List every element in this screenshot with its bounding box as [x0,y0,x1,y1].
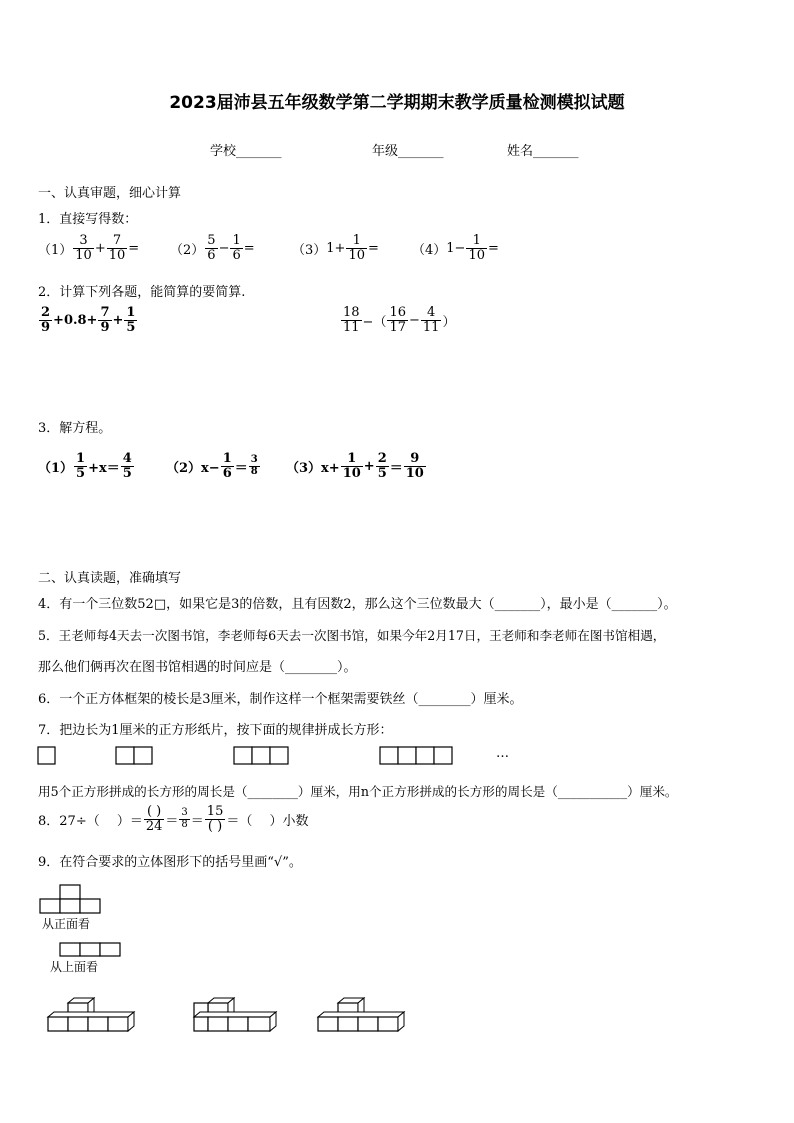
fraction: $\frac{9}{10}$ [405,451,424,481]
equals: = [488,240,499,256]
q1-item-1 [38,234,139,262]
fraction: $\frac{4}{5}$ [122,451,132,481]
pattern-4-squares [380,747,452,764]
q5-text-line1: 5．王老师每4天去一次图书馆，李老师每6天去一次图书馆，如果今年2月17日，王老师和李老师在图书馆相遇， [38,628,666,643]
index: （1） [38,460,74,476]
q1-item-2 [170,234,255,262]
fraction: $\frac{4}{11}$ [422,305,440,335]
top-view-squares [60,943,120,956]
q3-equation-3 [286,452,427,480]
fraction: $\frac{18}{11}$ [343,305,360,335]
fraction: $\frac{2}{9}$ [41,305,51,335]
fraction: $\frac{1}{10}$ [468,233,485,263]
fraction: $\frac{7}{9}$ [100,305,110,335]
pattern-3-squares [234,747,288,764]
paren: ） [442,314,456,330]
q1-item-3-index: （3） [292,242,327,258]
top-view-label: 从上面看 [50,960,99,974]
school-field[interactable]: 学校_______ [210,144,282,159]
fraction: $\frac{1}{5}$ [76,451,86,481]
fraction: $\frac{15}{( )}$ [206,804,224,834]
index: （3）x+ [286,460,340,476]
q7-ellipsis: … [496,746,509,761]
q4-text: 4．有一个三位数52□，如果它是3的倍数，且有因数2，那么这个三位数最大（_______），最小是（_______）。 [38,597,677,612]
front-view-label: 从正面看 [42,917,91,931]
fraction: $\frac{( )}{24}$ [145,804,163,834]
q6-text: 6．一个正方体框架的棱长是3厘米，制作这样一个框架需要铁丝（________）厘米。 [38,692,523,707]
pattern-1-squares [38,747,55,764]
q2-label: 2．计算下列各题，能简算的要简算. [38,285,246,300]
q9-views-figure [36,883,146,975]
q8-lead: 8．27÷（ ）＝ [38,813,143,829]
fraction: $\frac{2}{5}$ [377,451,387,481]
q1-item-1-index: （1） [38,242,73,258]
equals: = [368,240,379,256]
q7-label: 7．把边长为1厘米的正方形纸片，按下面的规律拼成长方形： [38,723,393,738]
q1-item-3 [292,234,379,262]
solid-figure-1 [48,998,134,1031]
operator: +x＝ [88,460,120,476]
q7-square-pattern [36,745,516,767]
fraction: $\frac{1}{5}$ [126,305,136,335]
operator: + [94,240,106,256]
name-field[interactable]: 姓名_______ [507,144,579,159]
q1-item-2-index: （2） [170,242,205,258]
fraction: $\frac{5}{6}$ [207,233,216,263]
fraction: $\frac{3}{8}$ [181,807,188,830]
q1-label: 1．直接写得数： [38,212,138,227]
equals: ＝ [165,813,179,829]
section1-heading: 一、认真审题，细心计算 [38,186,182,201]
fraction: $\frac{1}{10}$ [348,233,365,263]
q2-expression-1 [38,306,138,334]
q3-equation-1 [38,452,135,480]
fraction: $\frac{1}{10}$ [342,451,361,481]
q5-text-line2: 那么他们俩再次在图书馆相遇的时间应是（________）。 [38,660,357,675]
operator: + [112,312,124,328]
q8-expression [38,805,308,833]
equals: ＝ [190,813,204,829]
q9-text: 9．在符合要求的立体图形下的括号里画“√”。 [38,855,302,870]
q7-text: 用5个正方形拼成的长方形的周长是（________）厘米，用n个正方形拼成的长方形的周长是（___________）厘米。 [38,784,678,799]
solid-figure-2 [194,998,276,1031]
fraction: $\frac{3}{8}$ [250,454,258,477]
fraction: $\frac{3}{10}$ [75,233,92,263]
operator: ＝ [389,460,403,476]
index: （2）x− [166,460,220,476]
operator: −（ [362,314,387,330]
q9-solid-figures [40,995,420,1035]
lead: 1+ [326,240,346,256]
lead: 1− [446,240,466,256]
fraction: $\frac{7}{10}$ [108,233,126,263]
fraction: $\frac{16}{17}$ [389,305,406,335]
q3-label: 3．解方程。 [38,421,112,436]
pattern-2-squares [116,747,152,764]
operator: − [218,240,230,256]
q8-tail: ＝（ ）小数 [226,813,309,829]
grade-field[interactable]: 年级_______ [372,144,444,159]
solid-figure-3 [318,998,404,1031]
q1-item-4 [412,234,499,262]
page-title: 2023届沛县五年级数学第二学期期末教学质量检测模拟试题 [169,93,625,113]
operator: + [363,458,375,474]
fraction: $\frac{1}{6}$ [222,451,232,481]
front-view-squares [40,885,100,913]
section2-heading: 二、认真读题，准确填写 [38,571,182,586]
operator: ＝ [234,460,248,476]
q1-item-4-index: （4） [412,242,447,258]
operator: − [409,312,420,328]
q3-equation-2 [166,452,261,480]
fraction: $\frac{1}{6}$ [232,233,241,263]
q2-expression-2 [340,306,455,334]
equals: = [128,240,140,256]
operator: +0.8+ [53,312,98,328]
equals: = [243,240,255,256]
